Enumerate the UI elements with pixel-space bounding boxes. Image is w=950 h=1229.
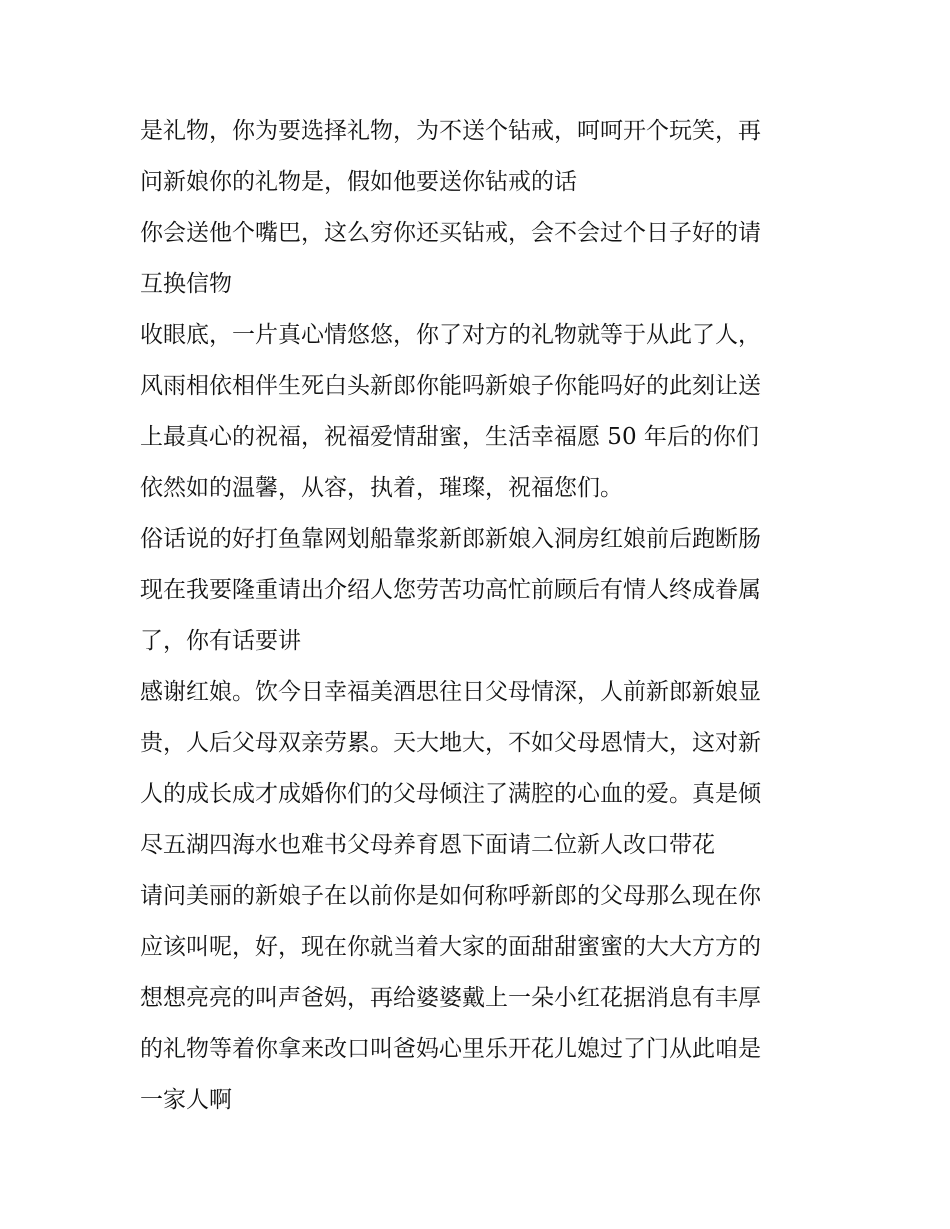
text-line: 你会送他个嘴巴，这么穷你还买钻戒，会不会过个日子好的请 [140,220,761,246]
text-line: 尽五湖四海水也难书父母养育恩下面请二位新人改口带花 [140,832,715,858]
text-line: 依然如的温馨，从容，执着，璀璨，祝福您们。 [140,475,623,501]
text-line: 问新娘你的礼物是，假如他要送你钻戒的话 [140,169,577,195]
text-line: 风雨相依相伴生死白头新郎你能吗新娘子你能吗好的此刻让送 [140,373,761,399]
text-line: 想想亮亮的叫声爸妈，再给婆婆戴上一朵小红花据消息有丰厚 [140,985,761,1011]
text-line: 是礼物，你为要选择礼物，为不送个钻戒，呵呵开个玩笑，再 [140,118,761,144]
text-line: 人的成长成才成婚你们的父母倾注了满腔的心血的爱。真是倾 [140,781,761,807]
text-line: 应该叫呢，好，现在你就当着大家的面甜甜蜜蜜的大大方方的 [140,934,761,960]
text-line: 的礼物等着你拿来改口叫爸妈心里乐开花儿媳过了门从此咱是 [140,1036,761,1062]
text-line: 上最真心的祝福，祝福爱情甜蜜，生活幸福愿 50 年后的你们 [140,424,759,450]
text-line: 俗话说的好打鱼靠网划船靠浆新郎新娘入洞房红娘前后跑断肠 [140,526,761,552]
text-line: 互换信物 [140,271,232,297]
text-line: 了，你有话要讲 [140,628,301,654]
text-line: 收眼底，一片真心情悠悠，你了对方的礼物就等于从此了人， [140,322,761,348]
text-line: 感谢红娘。饮今日幸福美酒思往日父母情深，人前新郎新娘显 [140,679,761,705]
text-line: 请问美丽的新娘子在以前你是如何称呼新郎的父母那么现在你 [140,883,761,909]
text-line: 现在我要隆重请出介绍人您劳苦功高忙前顾后有情人终成眷属 [140,577,761,603]
body-text [140,106,820,1126]
text-line: 一家人啊 [140,1087,232,1113]
text-line: 贵，人后父母双亲劳累。天大地大，不如父母恩情大，这对新 [140,730,761,756]
